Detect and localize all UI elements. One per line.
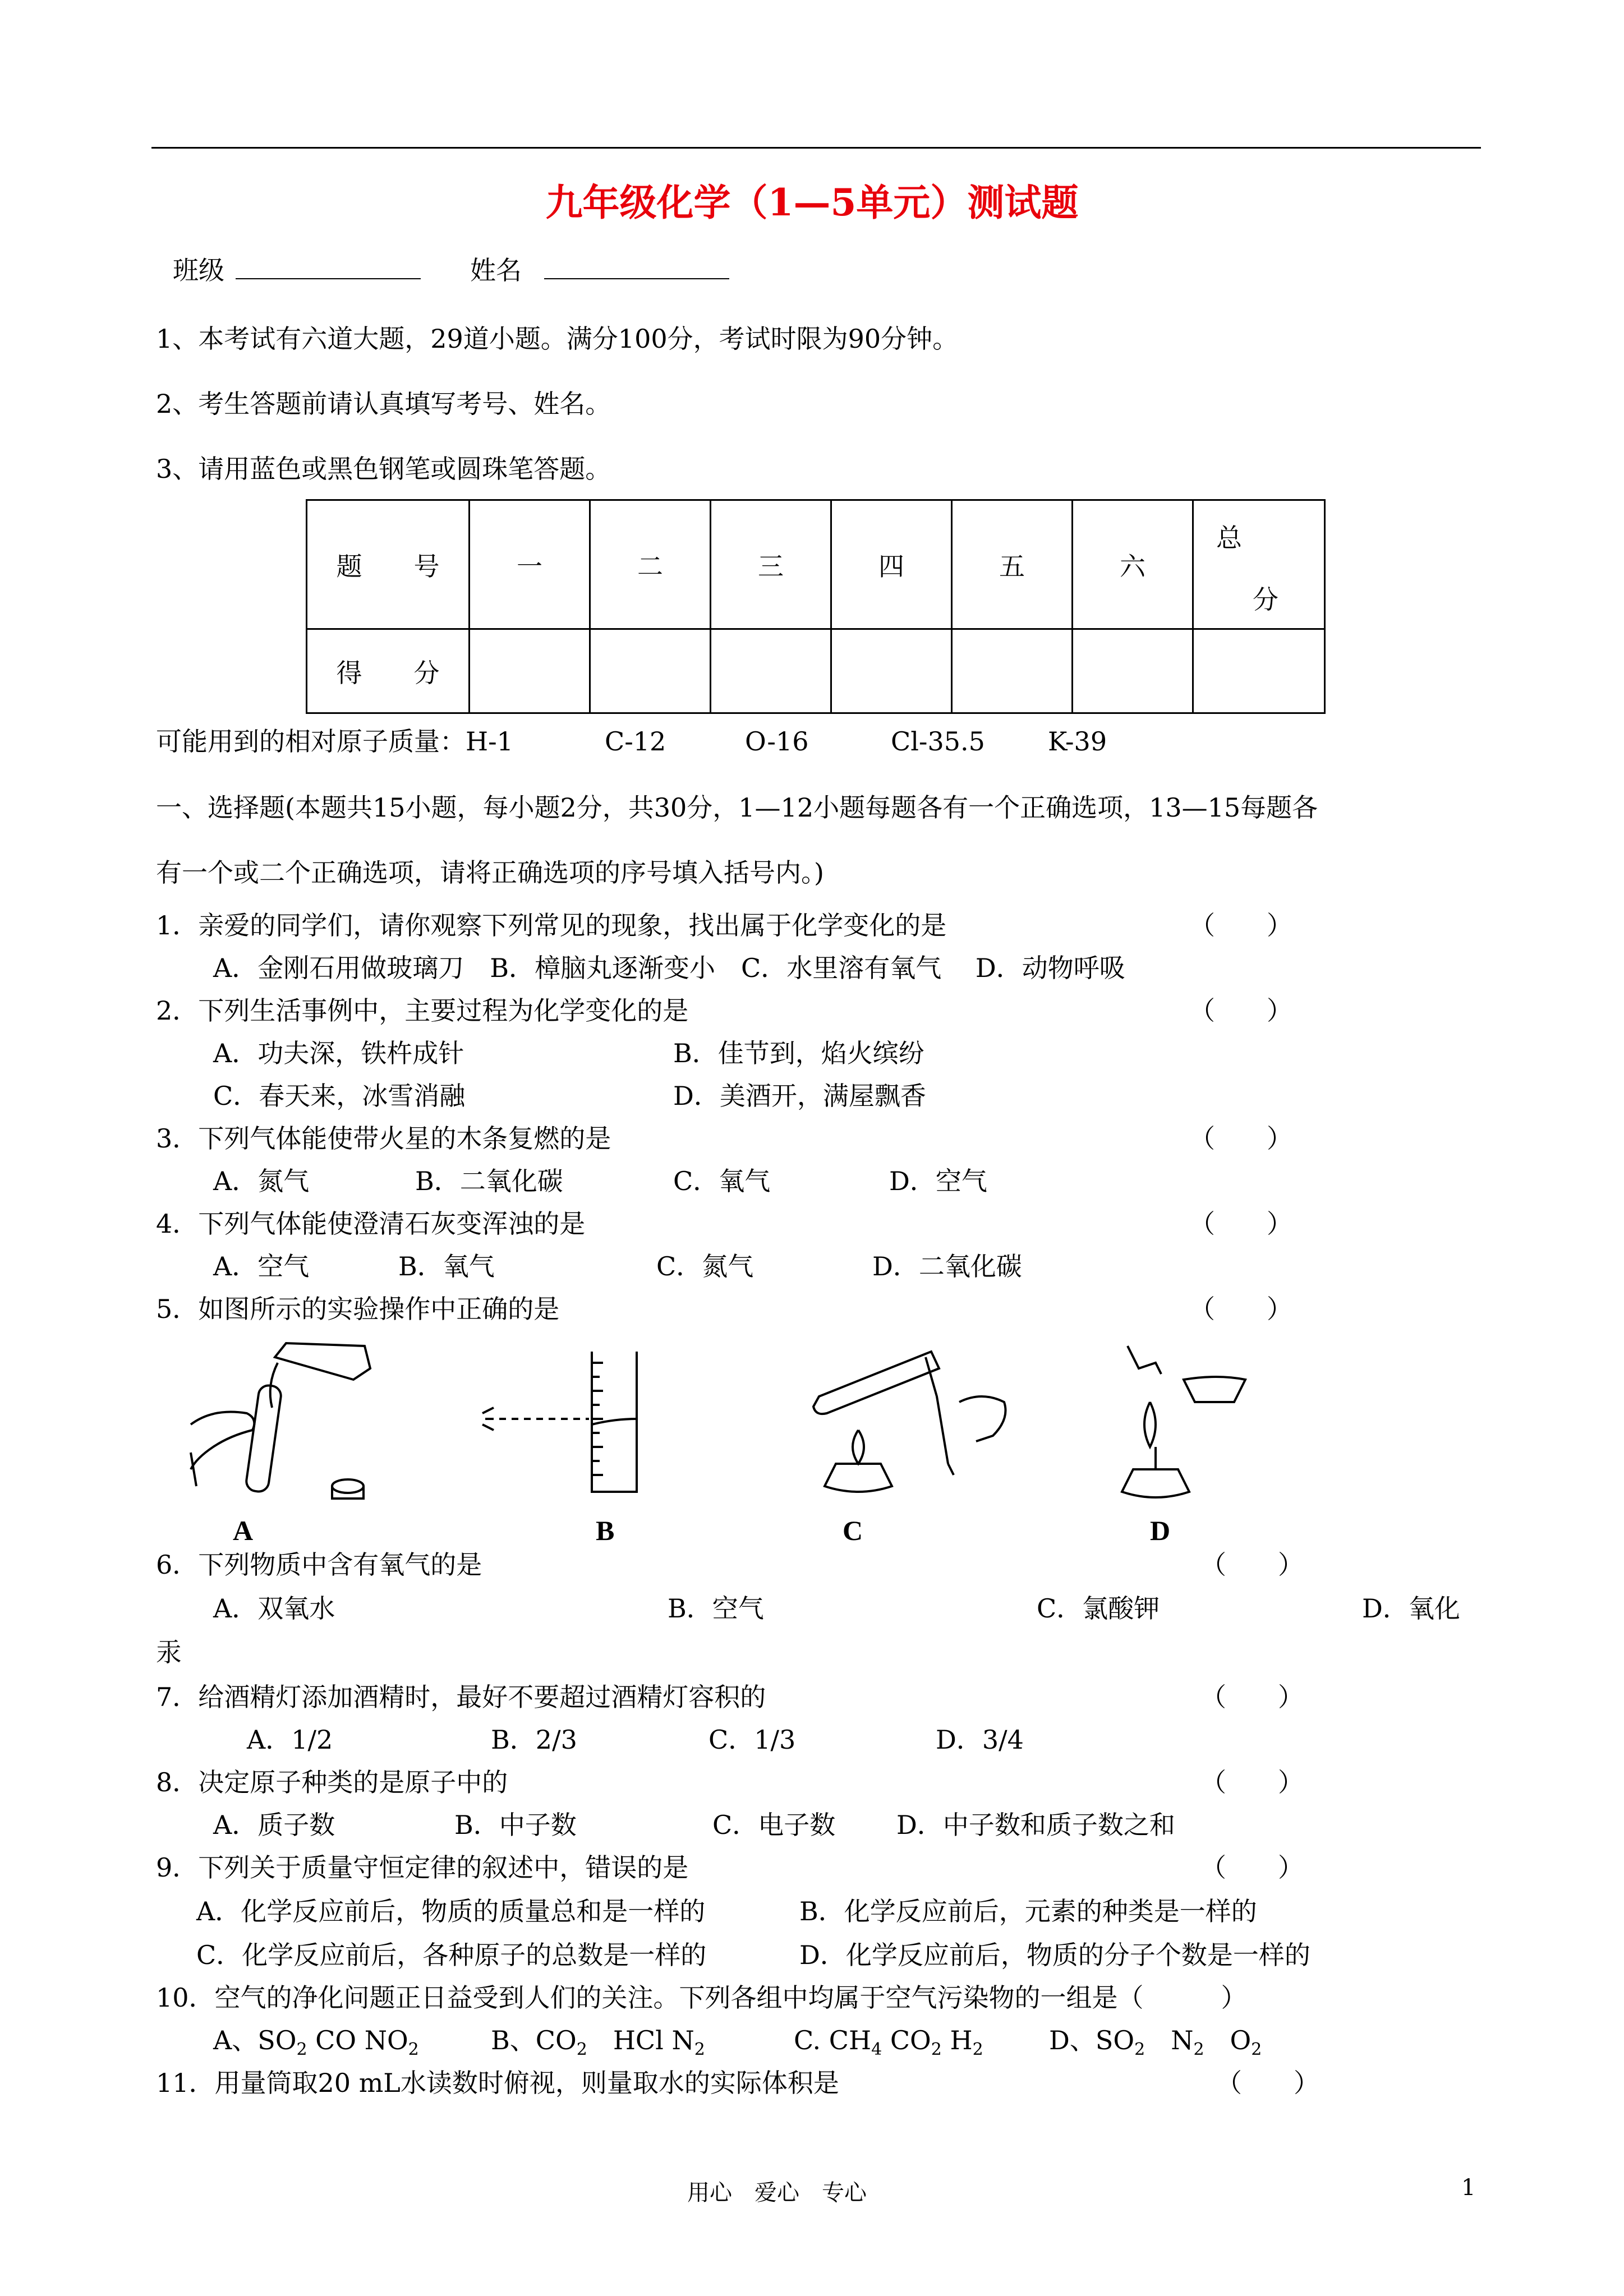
q4-option-a: A．空气: [213, 1251, 310, 1281]
q9-option-b: B．化学反应前后，元素的种类是一样的: [799, 1896, 1257, 1926]
score-table-col-4: 四: [831, 500, 952, 629]
figure-b-label: B: [596, 1515, 615, 1546]
q9-option-a: A．化学反应前后，物质的质量总和是一样的: [196, 1896, 706, 1926]
q3-option-a: A．氮气: [213, 1166, 310, 1196]
q8-stem: 8．决定原子种类的是原子中的: [156, 1767, 508, 1797]
q10-option-c: C. $CH_4$ $CO_2$ $H_2$: [794, 2025, 983, 2060]
score-table-col-6: 六: [1073, 500, 1193, 629]
figure-c-heating-test-tube: [797, 1335, 1021, 1514]
q7-stem: 7．给酒精灯添加酒精时，最好不要超过酒精灯容积的: [156, 1682, 766, 1712]
score-table-total-head: [1193, 500, 1325, 629]
q10-option-d: D、$SO_2$ $N_2$ $O_2$: [1049, 2025, 1262, 2060]
score-cell[interactable]: [831, 629, 952, 713]
atomic-mass-k: K-39: [1048, 726, 1107, 757]
q2-option-d: D．美酒开，满屋飘香: [673, 1081, 926, 1111]
q8-answer-paren[interactable]: （ ）: [1200, 1767, 1304, 1797]
score-cell[interactable]: [590, 629, 711, 713]
score-table-head-label: 题 号: [307, 500, 470, 629]
q7-option-a: A．1/2: [247, 1725, 333, 1755]
q4-option-d: D．二氧化碳: [872, 1251, 1022, 1281]
atomic-mass-cl: Cl-35.5: [891, 726, 985, 757]
q1-answer-paren[interactable]: （ ）: [1189, 910, 1292, 940]
q9-answer-paren[interactable]: （ ）: [1200, 1852, 1304, 1883]
q11-answer-paren[interactable]: （ ）: [1216, 2068, 1319, 2098]
q6-option-a: A．双氧水: [213, 1593, 335, 1624]
class-field: [173, 253, 421, 287]
total-label-top: 总: [1216, 523, 1242, 553]
q7-option-b: B．2/3: [491, 1725, 577, 1755]
q2-option-b: B．佳节到，焰火缤纷: [673, 1038, 924, 1068]
score-cell-total[interactable]: [1193, 629, 1325, 713]
q7-answer-paren[interactable]: （ ）: [1200, 1682, 1304, 1712]
score-table-col-5: 五: [952, 500, 1073, 629]
atomic-mass-o: O-16: [745, 726, 809, 757]
q8-option-c: C．电子数: [712, 1810, 836, 1840]
q11-stem: 11．用量筒取20 mL水读数时俯视，则量取水的实际体积是: [156, 2068, 839, 2098]
q7-option-d: D．3/4: [936, 1725, 1024, 1755]
instruction-2: 2、考生答题前请认真填写考号、姓名。: [156, 389, 611, 419]
q6-option-b: B．空气: [668, 1593, 764, 1624]
q8-option-b: B．中子数: [454, 1810, 577, 1840]
q7-option-c: C．1/3: [709, 1725, 796, 1755]
score-table-col-3: 三: [711, 500, 831, 629]
section1-line1: 一、选择题(本题共15小题，每小题2分，共30分，1—12小题每题各有一个正确选项，13—15每题各: [156, 792, 1318, 823]
q3-option-b: B．二氧化碳: [415, 1166, 563, 1196]
q6-option-c: C．氯酸钾: [1037, 1593, 1160, 1624]
score-cell[interactable]: [1073, 629, 1193, 713]
footer-motto: 用心 爱心 专心: [687, 2180, 867, 2206]
header-rule: [151, 147, 1481, 149]
q9-stem: 9．下列关于质量守恒定律的叙述中，错误的是: [156, 1852, 689, 1883]
q4-option-b: B．氧气: [398, 1251, 495, 1281]
q6-option-d: D．氧化: [1362, 1593, 1460, 1624]
atomic-mass-c: C-12: [605, 726, 666, 757]
q3-answer-paren[interactable]: （ ）: [1189, 1123, 1292, 1154]
q5-answer-paren[interactable]: （ ）: [1189, 1294, 1292, 1324]
page-number: 1: [1461, 2175, 1476, 2201]
total-label-bottom: 分: [1253, 584, 1278, 615]
score-table-col-2: 二: [590, 500, 711, 629]
instruction-1: 1、本考试有六道大题，29道小题。满分100分，考试时限为90分钟。: [156, 324, 959, 354]
atomic-mass-label: 可能用到的相对原子质量：H-1: [156, 726, 513, 757]
q10-option-b: B、$CO_2$ HCl $N_2$: [491, 2025, 705, 2060]
name-label: 姓名: [470, 255, 522, 285]
q4-option-c: C．氮气: [656, 1251, 754, 1281]
q2-answer-paren[interactable]: （ ）: [1189, 995, 1292, 1026]
name-input-blank[interactable]: [544, 253, 729, 279]
score-cell[interactable]: [711, 629, 831, 713]
score-table-row-label: 得 分: [307, 629, 470, 713]
figure-a-pouring-liquid: [180, 1340, 415, 1514]
q6-option-d-cont: 汞: [156, 1637, 182, 1667]
q9-option-d: D．化学反应前后，物质的分子个数是一样的: [799, 1940, 1310, 1970]
q3-option-d: D．空气: [889, 1166, 987, 1196]
page-title: 九年级化学（1—5单元）测试题: [545, 181, 1079, 224]
q6-stem: 6．下列物质中含有氧气的是: [156, 1550, 482, 1580]
instruction-3: 3、请用蓝色或黑色钢笔或圆珠笔答题。: [156, 454, 611, 484]
score-cell[interactable]: [952, 629, 1073, 713]
q3-stem: 3．下列气体能使带火星的木条复燃的是: [156, 1123, 611, 1154]
q1-stem: 1．亲爱的同学们，请你观察下列常见的现象，找出属于化学变化的是: [156, 910, 947, 940]
q1-options: A．金刚石用做玻璃刀 B．樟脑丸逐渐变小 C．水里溶有氧气 D．动物呼吸: [213, 953, 1125, 983]
q2-stem: 2．下列生活事例中，主要过程为化学变化的是: [156, 995, 689, 1026]
section1-line2: 有一个或二个正确选项，请将正确选项的序号填入括号内。): [156, 857, 824, 888]
q2-option-a: A．功夫深，铁杵成针: [213, 1038, 464, 1068]
class-input-blank[interactable]: [236, 253, 421, 279]
q2-option-c: C．春天来，冰雪消融: [213, 1081, 466, 1111]
figure-c-label: C: [843, 1515, 863, 1546]
q10-option-a: A、$SO_2$ CO $NO_2$: [213, 2025, 419, 2060]
score-cell[interactable]: [470, 629, 590, 713]
figure-b-reading-cylinder: [471, 1346, 656, 1509]
q4-stem: 4．下列气体能使澄清石灰变浑浊的是: [156, 1209, 586, 1239]
score-table-col-1: 一: [470, 500, 590, 629]
q10-stem: 10．空气的净化问题正日益受到人们的关注。下列各组中均属于空气污染物的一组是（ ）: [156, 1983, 1247, 2013]
q9-option-c: C．化学反应前后，各种原子的总数是一样的: [196, 1940, 707, 1970]
class-label: 班级: [173, 255, 224, 285]
q4-answer-paren[interactable]: （ ）: [1189, 1209, 1292, 1239]
q8-option-d: D．中子数和质子数之和: [896, 1810, 1175, 1840]
score-table: [306, 499, 1326, 714]
q5-stem: 5．如图所示的实验操作中正确的是: [156, 1294, 560, 1324]
figure-d-burning-lamp: [1111, 1335, 1268, 1514]
figure-d-label: D: [1150, 1515, 1171, 1546]
figure-a-label: A: [233, 1515, 254, 1546]
name-field: [470, 253, 729, 287]
q3-option-c: C．氧气: [673, 1166, 771, 1196]
q6-answer-paren[interactable]: （ ）: [1200, 1550, 1304, 1580]
q8-option-a: A．质子数: [213, 1810, 335, 1840]
